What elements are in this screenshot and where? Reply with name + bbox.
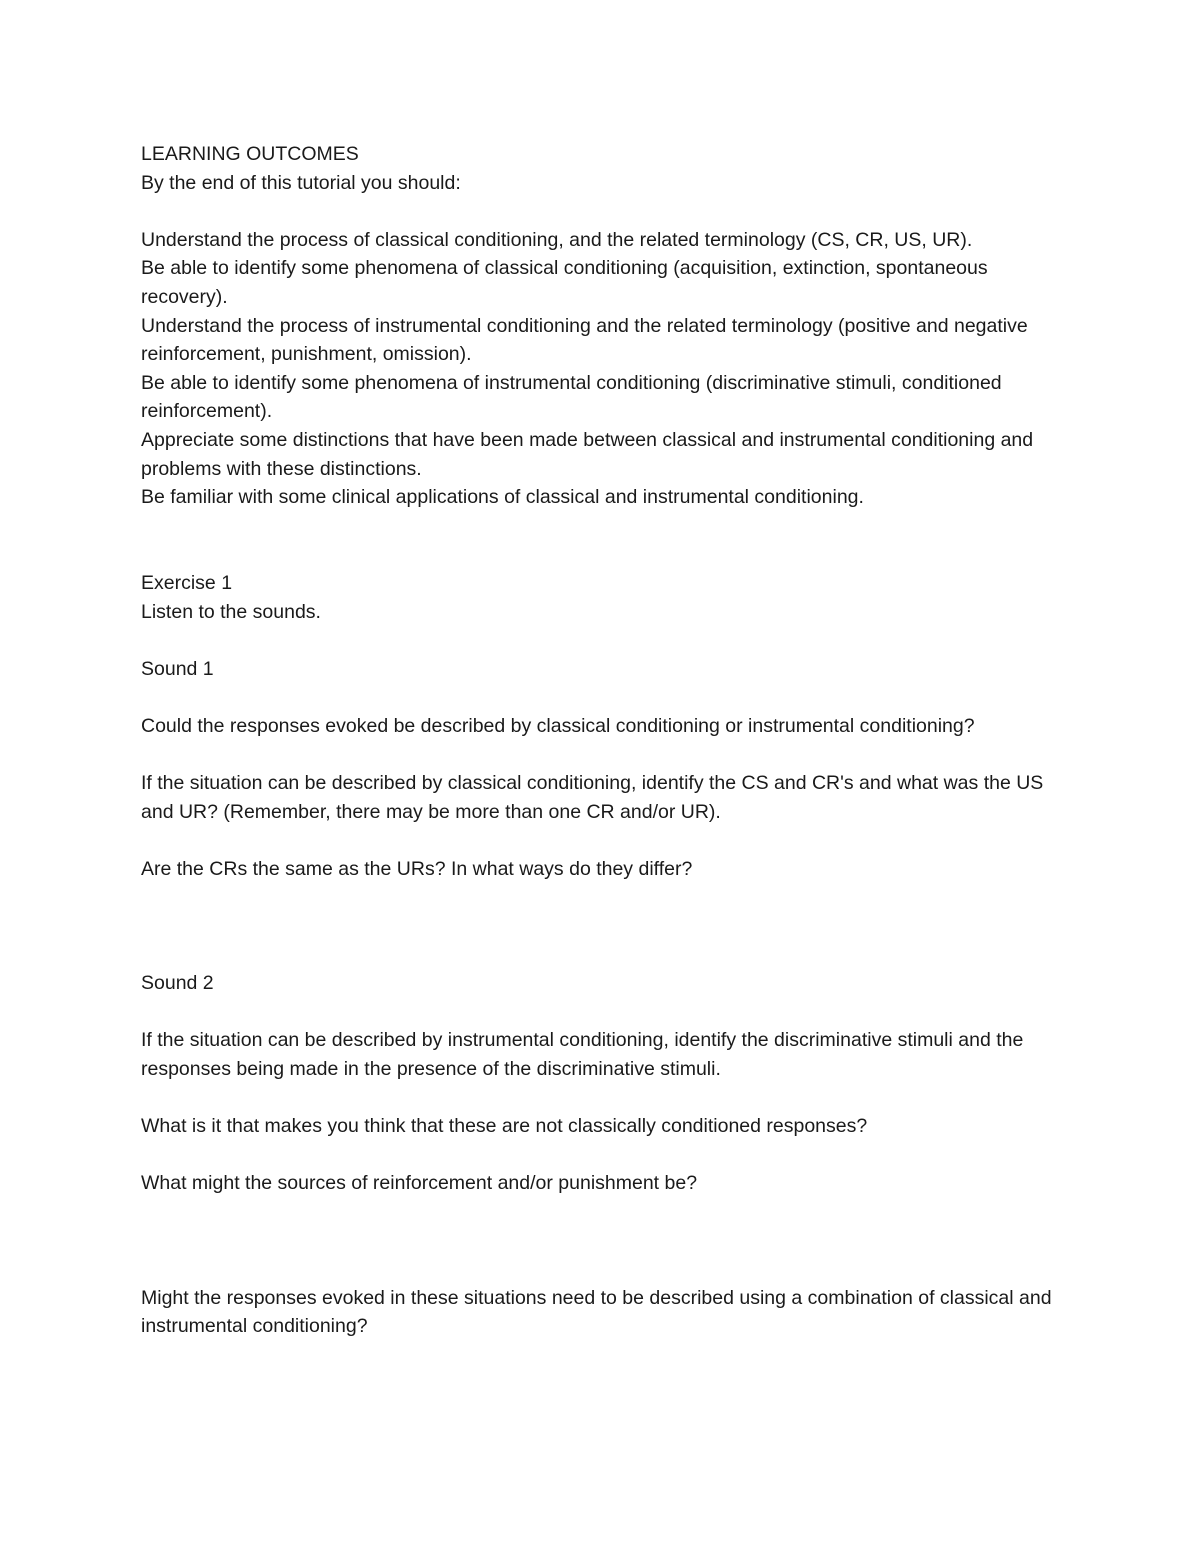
sound-2-question: What might the sources of reinforcement and/or punishment be? <box>141 1172 698 1195</box>
outcome-item: Appreciate some distinctions that have been made between classical and instrumental conditioning and problems with these distinctions. <box>141 428 1034 480</box>
sound-1-question: Are the CRs the same as the URs? In what ways do they differ? <box>141 857 693 880</box>
sound-2-question: What is it that makes you think that these are not classically conditioned responses? <box>141 1115 868 1138</box>
exercise-instruction: Listen to the sounds. <box>141 600 321 623</box>
document-body <box>141 140 1061 1341</box>
sound-1-question: If the situation can be described by classical conditioning, identify the CS and CR's and what was the US and UR? (Remember, there may be more than one CR and/or UR). <box>141 772 1044 823</box>
learning-outcomes-intro: By the end of this tutorial you should: <box>141 171 461 194</box>
learning-outcomes-heading: LEARNING OUTCOMES <box>141 143 359 165</box>
sound-1-label: Sound 1 <box>141 657 214 680</box>
outcome-item: Understand the process of classical conditioning, and the related terminology (CS, CR, US, UR). <box>141 228 973 251</box>
final-question: Might the responses evoked in these situations need to be described using a combination of classical and instrumental conditioning? <box>141 1286 1052 1338</box>
outcome-item: Be able to identify some phenomena of instrumental conditioning (discriminative stimuli, conditioned reinforcement). <box>141 371 1002 423</box>
sound-1-question: Could the responses evoked be described by classical conditioning or instrumental conditioning? <box>141 714 975 737</box>
outcome-item: Be familiar with some clinical applications of classical and instrumental conditioning. <box>141 486 864 509</box>
exercise-title: Exercise 1 <box>141 571 233 594</box>
sound-2-label: Sound 2 <box>141 972 214 995</box>
outcome-item: Be able to identify some phenomena of classical conditioning (acquisition, extinction, spontaneous recovery). <box>141 257 988 308</box>
outcome-item: Understand the process of instrumental conditioning and the related terminology (positive and negative reinforcement, punishment, omission). <box>141 314 1028 366</box>
sound-2-question: If the situation can be described by instrumental conditioning, identify the discriminative stimuli and the responses being made in the presence of the discriminative stimuli. <box>141 1029 1024 1081</box>
